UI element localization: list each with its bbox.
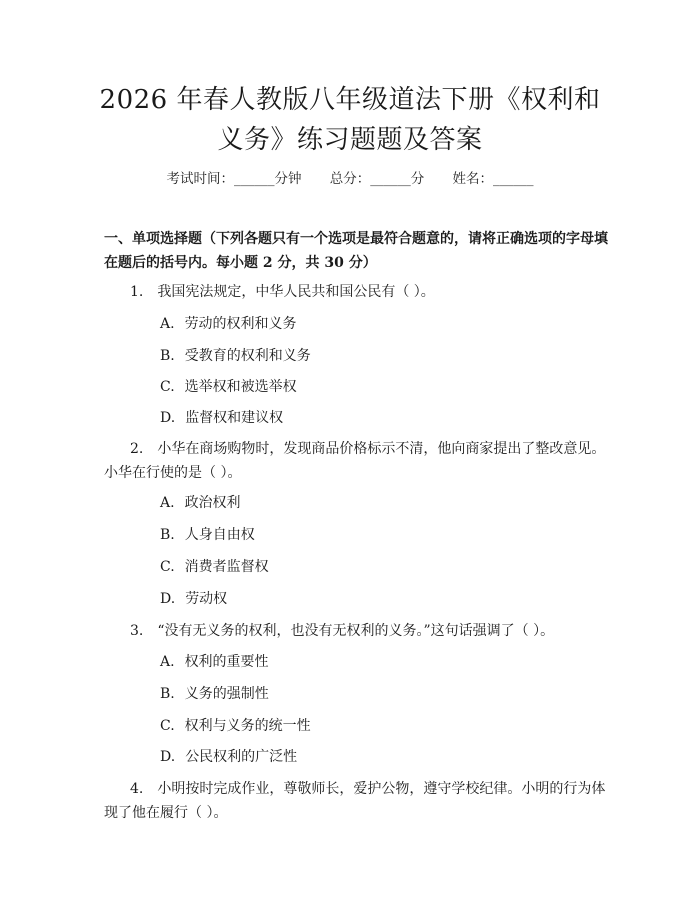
exam-name [453,171,534,187]
option-letter: B. [160,686,175,702]
question-text: 小华在商场购物时，发现商品价格标示不清，他向商家提出了整改意见。小华在行使的是（ ）。 [104,441,606,481]
exam-time-blank: ______ [233,171,275,187]
question-1 [104,280,609,304]
exam-time-unit: 分钟 [274,171,302,187]
option-text: 消费者监督权 [184,559,269,575]
question-number: 3. [130,623,144,639]
question-number: 4. [130,781,144,797]
question-text: 我国宪法规定，中华人民共和国公民有（ ）。 [157,284,435,300]
option-text: 公民权利的广泛性 [185,749,298,765]
question-2-option-a [160,493,241,513]
exam-time-label: 考试时间： [166,171,234,187]
option-letter: A. [160,495,175,511]
option-letter: A. [160,654,175,670]
question-1-option-b [160,346,311,366]
question-2-option-c [160,557,269,577]
question-2-option-b [160,525,255,545]
option-letter: C. [160,718,175,734]
option-text: 受教育的权利和义务 [184,348,311,364]
question-2 [104,437,609,485]
exam-info [0,167,700,187]
option-text: 选举权和被选举权 [184,379,297,395]
option-text: 义务的强制性 [184,686,269,702]
exam-time [166,171,301,187]
question-1-option-a [160,314,297,334]
option-text: 权利与义务的统一性 [184,718,311,734]
exam-score-label: 总分： [329,171,371,187]
option-text: 人身自由权 [184,527,255,543]
question-4 [104,777,609,825]
document-title: 2026 年春人教版八年级道法下册《权利和义务》练习题题及答案 [99,85,601,155]
question-1-option-d [160,408,283,428]
exam-score-blank: ______ [370,171,411,187]
question-text: 小明按时完成作业，尊敬师长，爱护公物，遵守学校纪律。小明的行为体现了他在履行（ ）。 [104,781,606,821]
option-text: 劳动的权利和义务 [184,316,297,332]
question-3 [104,619,609,643]
option-letter: B. [160,348,175,364]
option-letter: C. [160,559,175,575]
question-3-option-d [160,747,297,767]
question-number: 2. [130,441,144,457]
option-text: 权利的重要性 [184,654,269,670]
option-letter: C. [160,379,175,395]
option-letter: B. [160,527,175,543]
option-letter: D. [160,749,176,765]
option-text: 政治权利 [184,495,241,511]
question-text: “没有无义务的权利，也没有无权利的义务。”这句话强调了（ ）。 [157,623,555,639]
exam-name-label: 姓名： [452,171,494,187]
option-letter: D. [160,410,176,426]
option-letter: D. [160,591,176,607]
exam-score [330,171,425,187]
section-heading: 一、单项选择题（下列各题只有一个选项是最符合题意的，请将正确选项的字母填在题后的括号内。每小题 2 分，共 30 分） [104,231,608,271]
question-1-option-c [160,377,297,397]
question-3-option-c [160,716,311,736]
question-2-option-d [160,589,227,609]
exam-name-blank: ______ [493,171,534,187]
question-3-option-a [160,652,269,672]
option-text: 劳动权 [185,591,228,607]
question-number: 1. [130,284,144,300]
question-3-option-b [160,684,269,704]
option-text: 监督权和建议权 [185,410,284,426]
exam-score-unit: 分 [410,171,425,187]
option-letter: A. [160,316,175,332]
